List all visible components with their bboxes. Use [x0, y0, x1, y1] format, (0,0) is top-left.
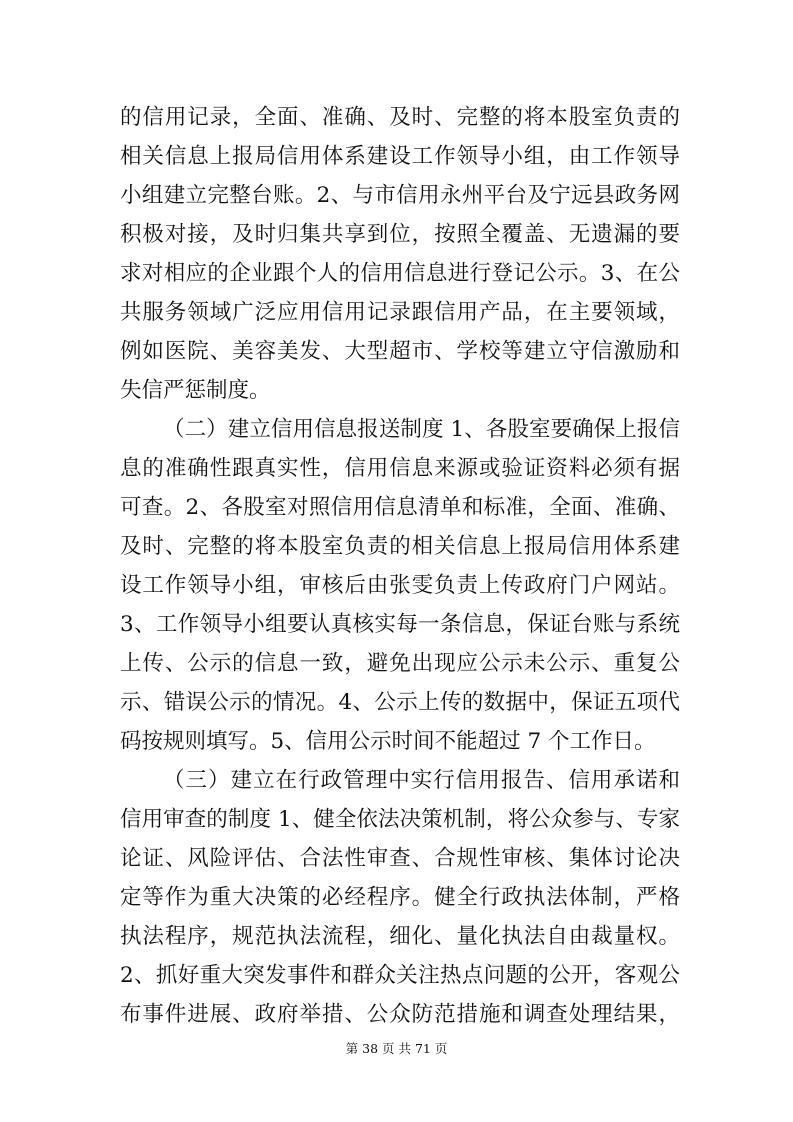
text-line: 积极对接，及时归集共享到位，按照全覆盖、无遗漏的要: [120, 222, 680, 247]
text-line: 共服务领域广泛应用信用记录跟信用产品，在主要领域，: [120, 300, 680, 325]
text-line: 上传、公示的信息一致，避免出现应公示未公示、重复公: [120, 651, 680, 676]
page-number-footer: 第 38 页 共 71 页: [345, 1041, 448, 1056]
text-line: 的信用记录，全面、准确、及时、完整的将本股室负责的: [120, 105, 680, 130]
text-line: 息的准确性跟真实性，信用信息来源或验证资料必须有据: [120, 456, 680, 481]
text-line: 论证、风险评估、合法性审查、合规性审核、集体讨论决: [120, 846, 680, 871]
text-line: 相关信息上报局信用体系建设工作领导小组，由工作领导: [120, 144, 680, 169]
text-line: （二）建立信用信息报送制度 1、各股室要确保上报信: [163, 417, 680, 442]
text-line: 示、错误公示的情况。4、公示上传的数据中，保证五项代: [120, 690, 680, 715]
text-line: 布事件进展、政府举措、公众防范措施和调查处理结果，: [120, 1002, 680, 1027]
text-line: 求对相应的企业跟个人的信用信息进行登记公示。3、在公: [120, 261, 680, 286]
text-line: 定等作为重大决策的必经程序。健全行政执法体制，严格: [120, 885, 680, 910]
text-line: 执法程序，规范执法流程，细化、量化执法自由裁量权。: [120, 924, 680, 949]
text-line: 2、抓好重大突发事件和群众关注热点问题的公开，客观公: [120, 963, 680, 988]
document-body: [120, 98, 680, 1034]
text-line: 3、工作领导小组要认真核实每一条信息，保证台账与系统: [120, 612, 680, 637]
text-line: 信用审查的制度 1、健全依法决策机制，将公众参与、专家: [120, 807, 680, 832]
text-line: 小组建立完整台账。2、与市信用永州平台及宁远县政务网: [120, 183, 680, 208]
text-line: 码按规则填写。5、信用公示时间不能超过 7 个工作日。: [120, 729, 656, 754]
text-line: 例如医院、美容美发、大型超市、学校等建立守信激励和: [120, 339, 680, 364]
text-line: 失信严惩制度。: [120, 378, 271, 403]
text-line: 及时、完整的将本股室负责的相关信息上报局信用体系建: [120, 534, 680, 559]
text-line: 可查。2、各股室对照信用信息清单和标准，全面、准确、: [120, 495, 680, 520]
text-line: （三）建立在行政管理中实行信用报告、信用承诺和: [163, 768, 680, 793]
text-line: 设工作领导小组，审核后由张雯负责上传政府门户网站。: [120, 573, 680, 598]
